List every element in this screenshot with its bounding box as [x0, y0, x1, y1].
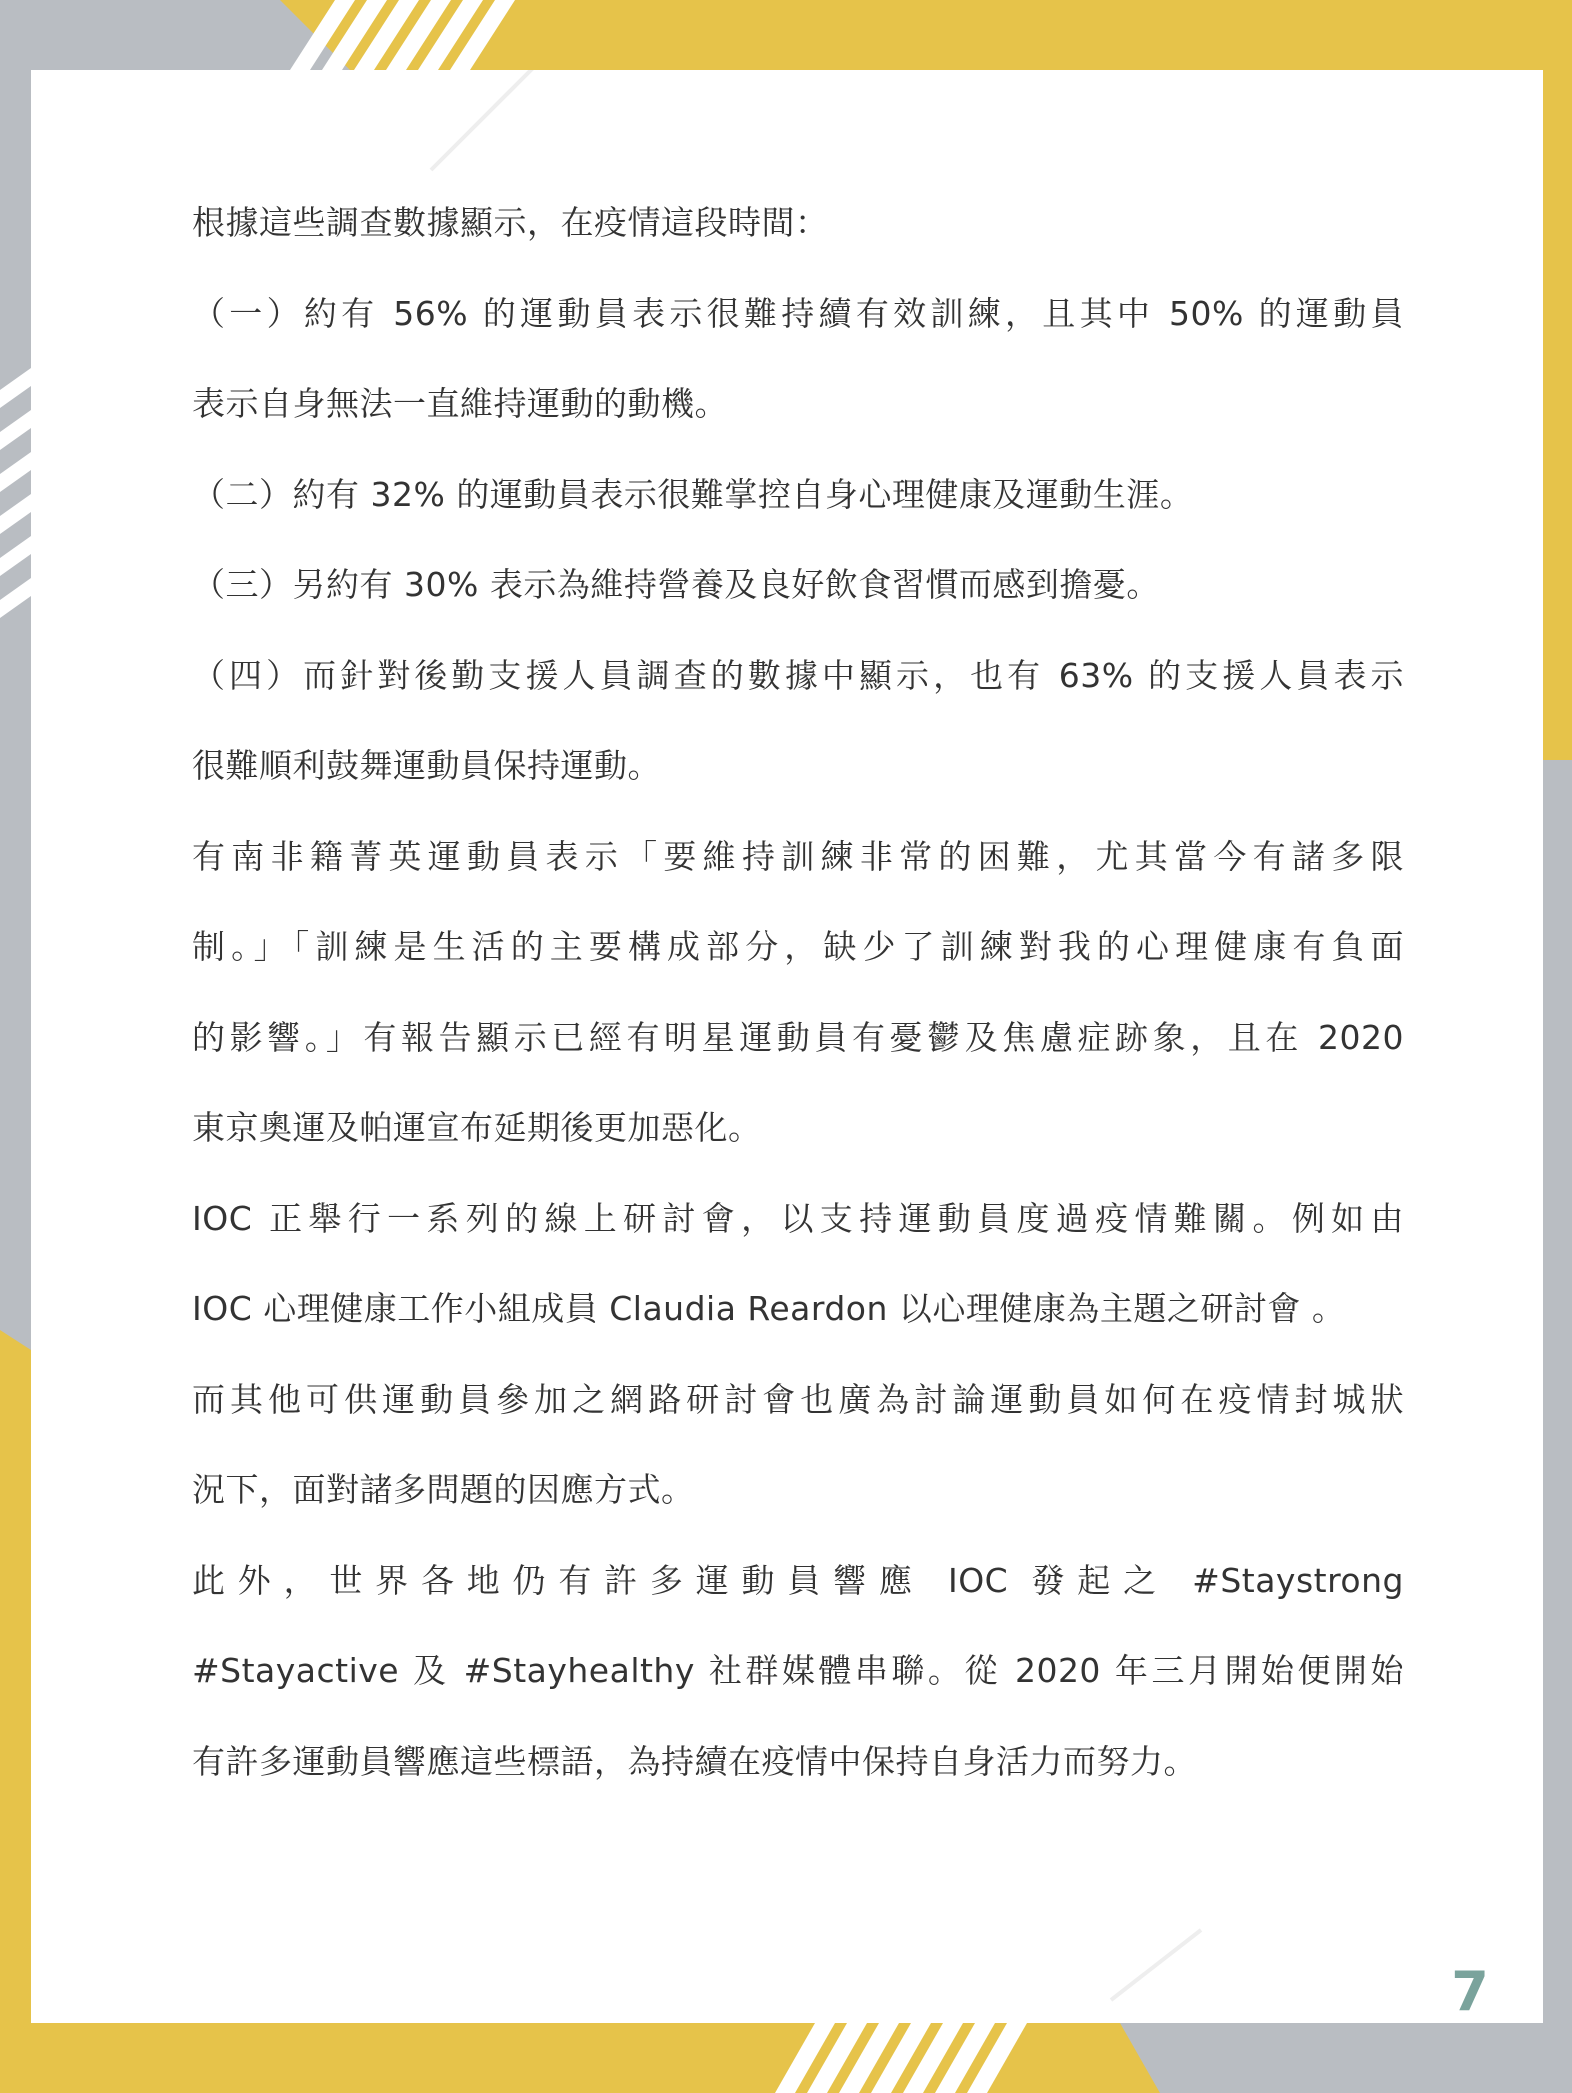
text-line: 根據這些調查數據顯示，在疫情這段時間： — [192, 203, 829, 242]
text-line: 表示自身無法一直維持運動的動機。 — [192, 384, 728, 423]
paragraph-quote — [192, 812, 1404, 1174]
text-line: 有許多運動員響應這些標語，為持續在疫情中保持自身活力而努力。 — [192, 1741, 1197, 1781]
text-line: 東京奧運及帕運宣布延期後更加惡化。 — [192, 1108, 762, 1147]
right-yellow-band — [1543, 0, 1572, 760]
paragraph-intro — [192, 178, 1404, 269]
paragraph-hashtags — [192, 1536, 1404, 1808]
text-line: （三）另約有 30% 表示為維持營養及良好飲食習慣而感到擔憂。 — [192, 565, 1160, 604]
text-line: 此外，世界各地仍有許多運動員響應 IOC 發起之 #Staystrong — [192, 1560, 1404, 1600]
paragraph-ioc-webinars — [192, 1174, 1404, 1536]
text-line: 有南非籍菁英運動員表示「要維持訓練非常的困難，尤其當今有諸多限 — [192, 836, 1404, 876]
text-line: （一）約有 56% 的運動員表示很難持續有效訓練，且其中 50% 的運動員 — [192, 293, 1404, 333]
text-line: （二）約有 32% 的運動員表示很難掌控自身心理健康及運動生涯。 — [192, 474, 1194, 514]
body-text — [192, 178, 1404, 1807]
text-line: 制。」「訓練是生活的主要構成部分，缺少了訓練對我的心理健康有負面 — [192, 927, 1404, 966]
text-line: 況下，面對諸多問題的因應方式。 — [192, 1470, 695, 1509]
left-yellow-band — [0, 1330, 31, 2093]
text-line: 而其他可供運動員參加之網路研討會也廣為討論運動員如何在疫情封城狀 — [192, 1379, 1404, 1419]
paragraph-item-4 — [192, 631, 1404, 812]
text-line: （四）而針對後勤支援人員調查的數據中顯示，也有 63% 的支援人員表示 — [192, 655, 1404, 695]
paragraph-item-2 — [192, 450, 1404, 541]
paragraph-item-3 — [192, 540, 1404, 631]
text-line: IOC 正舉行一系列的線上研討會，以支持運動員度過疫情難關。例如由 — [192, 1198, 1404, 1238]
text-line: IOC 心理健康工作小組成員 Claudia Reardon 以心理健康為主題之研討會 。 — [192, 1289, 1346, 1328]
paragraph-item-1 — [192, 269, 1404, 450]
page-number: 7 — [1451, 1960, 1489, 2023]
text-line: 的影響。」有報告顯示已經有明星運動員有憂鬱及焦慮症跡象，且在 2020 — [192, 1017, 1404, 1057]
text-line: #Stayactive 及 #Stayhealthy 社群媒體串聯。從 2020 年三月開始便開始 — [192, 1651, 1404, 1690]
text-line: 很難順利鼓舞運動員保持運動。 — [192, 746, 661, 785]
